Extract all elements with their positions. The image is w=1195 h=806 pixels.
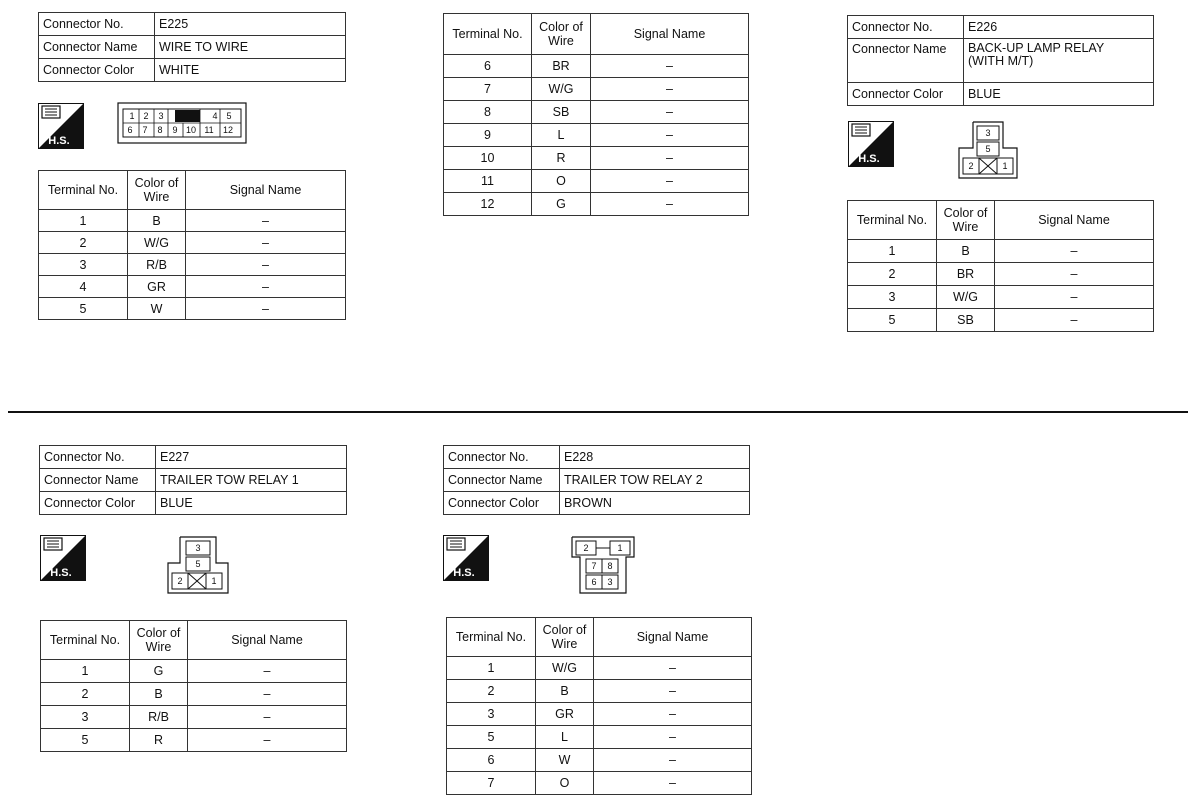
e227-connector-face [166, 535, 232, 595]
pin-6: 6 [591, 577, 597, 587]
signal-name-header: Signal Name [594, 618, 752, 657]
svg-text:H.S.: H.S. [858, 153, 880, 165]
pin-1: 1 [617, 543, 623, 553]
connector-color-label: Connector Color [444, 492, 560, 515]
terminal-no-header: Terminal No. [39, 171, 128, 210]
pin-11: 11 [204, 125, 214, 135]
pin-8: 8 [607, 561, 613, 571]
pin-8: 8 [157, 125, 163, 135]
table-row: 5 R – [41, 729, 347, 752]
pin-3: 3 [158, 111, 164, 121]
pin-4: 4 [212, 111, 218, 121]
e225-terminal-block [38, 170, 346, 320]
connector-color-value: BLUE [964, 83, 1154, 106]
terminal-no-header: Terminal No. [848, 201, 937, 240]
signal-name-header: Signal Name [188, 621, 347, 660]
connector-info-table [39, 445, 347, 515]
pin-2: 2 [583, 543, 589, 553]
e227-info-block [39, 445, 347, 515]
connector-color-value: WHITE [155, 59, 346, 82]
e228-terminal-block [446, 617, 752, 795]
pin-2: 2 [968, 161, 974, 171]
signal-name-header: Signal Name [995, 201, 1154, 240]
pin-7: 7 [591, 561, 597, 571]
table-row: 2 BR – [848, 263, 1154, 286]
connector-name-value: BACK-UP LAMP RELAY (WITH M/T) [964, 39, 1154, 83]
table-row: 9 L – [444, 124, 749, 147]
color-of-wire-header: Color of Wire [937, 201, 995, 240]
connector-no-value: E227 [156, 446, 347, 469]
terminal-table [38, 170, 346, 320]
table-row: 7 W/G – [444, 78, 749, 101]
signal-name-header: Signal Name [591, 14, 749, 55]
hs-harness-side-icon [443, 535, 489, 581]
connector-color-label: Connector Color [40, 492, 156, 515]
e228-info-block [443, 445, 750, 515]
table-row: 3 R/B – [41, 706, 347, 729]
connector-no-value: E225 [155, 13, 346, 36]
connector-name-label: Connector Name [444, 469, 560, 492]
terminal-no-header: Terminal No. [447, 618, 536, 657]
terminal-no-header: Terminal No. [444, 14, 532, 55]
table-row: 5 L – [447, 726, 752, 749]
pin-3: 3 [195, 543, 201, 553]
color-of-wire-header: Color of Wire [128, 171, 186, 210]
table-header-row [447, 618, 752, 657]
connector-no-label: Connector No. [40, 446, 156, 469]
connector-name-value: TRAILER TOW RELAY 2 [560, 469, 750, 492]
table-row: 12 G – [444, 193, 749, 216]
e228-connector-face [570, 535, 636, 595]
table-header-row [848, 201, 1154, 240]
pin-1: 1 [129, 111, 135, 121]
e225-continued-terminal-block [443, 13, 749, 216]
table-row: 5 W – [39, 298, 346, 320]
e226-terminal-block [847, 200, 1154, 332]
pin-9: 9 [172, 125, 178, 135]
color-of-wire-header: Color of Wire [130, 621, 188, 660]
svg-text:H.S.: H.S. [453, 567, 475, 579]
table-header-row [39, 171, 346, 210]
table-row: 11 O – [444, 170, 749, 193]
pin-7: 7 [142, 125, 148, 135]
table-row: 2 B – [447, 680, 752, 703]
pin-6: 6 [127, 125, 133, 135]
table-row: 7 O – [447, 772, 752, 795]
connector-no-value: E228 [560, 446, 750, 469]
hs-harness-side-icon [38, 103, 84, 149]
color-of-wire-header: Color of Wire [532, 14, 591, 55]
pin-5: 5 [195, 559, 201, 569]
pin-5: 5 [985, 144, 991, 154]
connector-name-label: Connector Name [40, 469, 156, 492]
table-row: 4 GR – [39, 276, 346, 298]
connector-name-label: Connector Name [848, 39, 964, 83]
svg-text:H.S.: H.S. [50, 567, 72, 579]
connector-name-value: TRAILER TOW RELAY 1 [156, 469, 347, 492]
terminal-table [443, 13, 749, 216]
connector-no-value: E226 [964, 16, 1154, 39]
pin-1: 1 [211, 576, 217, 586]
terminal-table [847, 200, 1154, 332]
connector-color-value: BROWN [560, 492, 750, 515]
table-row: 8 SB – [444, 101, 749, 124]
table-row: 1 B – [39, 210, 346, 232]
table-row: 3 GR – [447, 703, 752, 726]
connector-info-table [847, 15, 1154, 106]
signal-name-header: Signal Name [186, 171, 346, 210]
e227-terminal-block [40, 620, 347, 752]
table-row: 1 W/G – [447, 657, 752, 680]
connector-color-label: Connector Color [39, 59, 155, 82]
pin-2: 2 [177, 576, 183, 586]
table-row: 5 SB – [848, 309, 1154, 332]
table-row: 10 R – [444, 147, 749, 170]
pin-12: 12 [222, 125, 234, 135]
hs-label: H.S. [48, 135, 70, 147]
pin-3: 3 [607, 577, 613, 587]
e226-info-block [847, 15, 1154, 106]
connector-no-label: Connector No. [444, 446, 560, 469]
connector-name-value: WIRE TO WIRE [155, 36, 346, 59]
pin-1: 1 [1002, 161, 1008, 171]
table-row: 3 R/B – [39, 254, 346, 276]
hs-harness-side-icon [848, 121, 894, 167]
connector-info-table [38, 12, 346, 82]
table-row: 1 B – [848, 240, 1154, 263]
pin-2: 2 [143, 111, 149, 121]
table-row: 6 BR – [444, 55, 749, 78]
table-row: 2 W/G – [39, 232, 346, 254]
terminal-table [446, 617, 752, 795]
terminal-table [40, 620, 347, 752]
connector-no-label: Connector No. [848, 16, 964, 39]
table-header-row [444, 14, 749, 55]
connector-color-label: Connector Color [848, 83, 964, 106]
e225-info-block [38, 12, 346, 82]
connector-name-label: Connector Name [39, 36, 155, 59]
table-row: 1 G – [41, 660, 347, 683]
connector-color-value: BLUE [156, 492, 347, 515]
e226-connector-face [955, 120, 1021, 180]
table-row: 2 B – [41, 683, 347, 706]
pin-10: 10 [185, 125, 197, 135]
terminal-no-header: Terminal No. [41, 621, 130, 660]
pin-3: 3 [985, 128, 991, 138]
connector-no-label: Connector No. [39, 13, 155, 36]
table-header-row [41, 621, 347, 660]
connector-info-table [443, 445, 750, 515]
section-divider [8, 411, 1188, 413]
color-of-wire-header: Color of Wire [536, 618, 594, 657]
pin-5: 5 [226, 111, 232, 121]
hs-harness-side-icon [40, 535, 86, 581]
e225-connector-face [117, 102, 247, 144]
table-row: 6 W – [447, 749, 752, 772]
table-row: 3 W/G – [848, 286, 1154, 309]
